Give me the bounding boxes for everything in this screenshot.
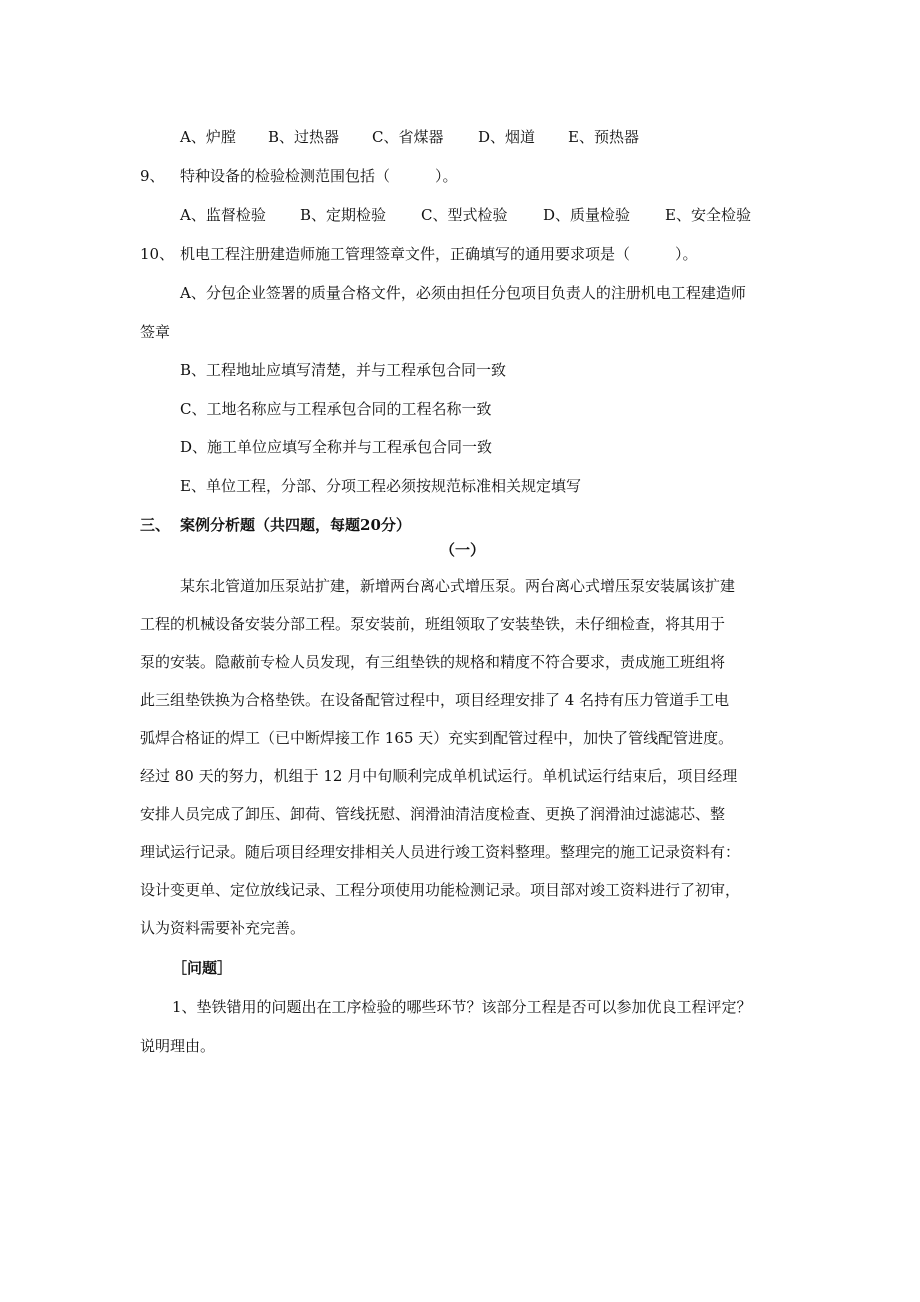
q10-option-b: B、工程地址应填写清楚，并与工程承包合同一致 bbox=[180, 361, 507, 379]
case-line: 工程的机械设备安装分部工程。泵安装前，班组领取了安装垫铁，未仔细检查，将其用于 bbox=[140, 615, 726, 633]
section3-number: 三、 bbox=[140, 516, 171, 534]
q8-option-c: C、省煤器 bbox=[372, 128, 444, 146]
q8-option-b: B、过热器 bbox=[268, 128, 340, 146]
question-header: ［问题］ bbox=[172, 959, 233, 977]
case-line: 此三组垫铁换为合格垫铁。在设备配管过程中，项目经理安排了 4 名持有压力管道手工电 bbox=[140, 691, 730, 709]
q9-option-d: D、质量检验 bbox=[543, 206, 631, 224]
q9-option-c: C、型式检验 bbox=[421, 206, 508, 224]
case-line: 设计变更单、定位放线记录、工程分项使用功能检测记录。项目部对竣工资料进行了初审， bbox=[140, 881, 741, 899]
q10-option-d: D、施工单位应填写全称并与工程承包合同一致 bbox=[180, 438, 493, 456]
section3-title: 案例分析题（共四题，每题20分） bbox=[180, 516, 411, 534]
q10-option-a-line1: A、分包企业签署的质量合格文件，必须由担任分包项目负责人的注册机电工程建造师 bbox=[180, 284, 746, 302]
q10-text: 机电工程注册建造师施工管理签章文件，正确填写的通用要求项是（ ）。 bbox=[180, 245, 698, 263]
q8-options bbox=[180, 127, 639, 147]
q10-option-a-line2: 签章 bbox=[140, 323, 171, 341]
case-line: 弧焊合格证的焊工（已中断焊接工作 165 天）充实到配管过程中，加快了管线配管进度。 bbox=[140, 729, 734, 747]
q9-options bbox=[180, 205, 751, 225]
q9-text: 特种设备的检验检测范围包括（ ）。 bbox=[180, 167, 458, 185]
q10-option-e: E、单位工程，分部、分项工程必须按规范标准相关规定填写 bbox=[180, 477, 581, 495]
case-line: 理试运行记录。随后项目经理安排相关人员进行竣工资料整理。整理完的施工记录资料有： bbox=[140, 843, 741, 861]
case-title: （一） bbox=[440, 541, 486, 559]
case-line: 认为资料需要补充完善。 bbox=[140, 919, 306, 937]
case-line: 泵的安装。隐蔽前专检人员发现，有三组垫铁的规格和精度不符合要求，责成施工班组将 bbox=[140, 653, 726, 671]
q8-option-e: E、预热器 bbox=[568, 128, 639, 146]
q10-option-c: C、工地名称应与工程承包合同的工程名称一致 bbox=[180, 400, 492, 418]
case-line: 某东北管道加压泵站扩建，新增两台离心式增压泵。两台离心式增压泵安装属该扩建 bbox=[180, 577, 736, 595]
question1-line1: 1、垫铁错用的问题出在工序检验的哪些环节？该部分工程是否可以参加优良工程评定？ bbox=[172, 998, 752, 1016]
q9-option-b: B、定期检验 bbox=[300, 206, 387, 224]
q8-option-a: A、炉膛 bbox=[180, 128, 236, 146]
q9-option-a: A、监督检验 bbox=[180, 206, 266, 224]
case-line: 经过 80 天的努力，机组于 12 月中旬顺利完成单机试运行。单机试运行结束后，项目经理 bbox=[140, 767, 738, 785]
question1-line2: 说明理由。 bbox=[140, 1037, 216, 1055]
q8-option-d: D、烟道 bbox=[478, 128, 536, 146]
case-line: 安排人员完成了卸压、卸荷、管线抚慰、润滑油清洁度检查、更换了润滑油过滤滤芯、整 bbox=[140, 805, 726, 823]
q9-number: 9、 bbox=[140, 167, 165, 185]
q10-number: 10、 bbox=[140, 245, 175, 263]
q9-option-e: E、安全检验 bbox=[665, 206, 751, 224]
